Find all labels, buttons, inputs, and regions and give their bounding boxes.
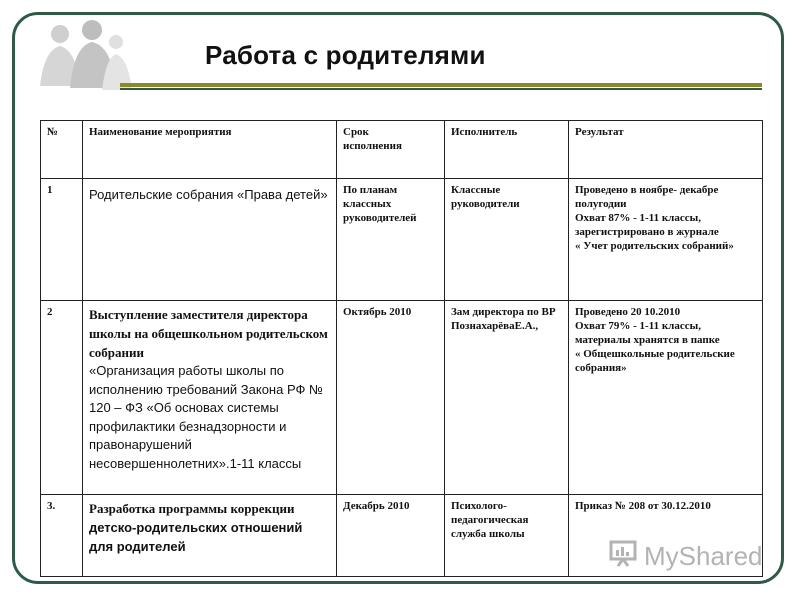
row-executor: Зам директора по ВР ПознахарёваЕ.А., (445, 301, 569, 495)
header-num: № (41, 121, 83, 179)
row-num: 2 (41, 301, 83, 495)
presentation-icon (608, 538, 638, 575)
title-underline-thin (120, 88, 762, 90)
row-name-text: Родительские собрания «Права детей» (89, 187, 328, 202)
result-line: « Общешкольные родительские собрания» (575, 348, 735, 374)
row-executor: Психолого-педагогическая служба школы (445, 495, 569, 577)
result-line: Охват 79% - 1-11 классы, материалы хранятся в папке (575, 320, 720, 346)
header-term (337, 121, 445, 179)
row-name-sans: детско-родительских отношений для родителей (89, 520, 303, 554)
header-term-line1: Срок (343, 126, 369, 138)
page-title: Работа с родителями (205, 40, 486, 70)
row-name (83, 179, 337, 301)
result-line: полугодии (575, 198, 627, 210)
header-term-line2: исполнения (343, 140, 402, 152)
row-executor: Классные руководители (445, 179, 569, 301)
watermark-text: MyShared (644, 541, 763, 571)
row-term: Декабрь 2010 (337, 495, 445, 577)
table-row (41, 179, 763, 301)
row-num: 1 (41, 179, 83, 301)
result-line: Проведено 20 10.2010 (575, 306, 681, 318)
row-term: По планам классных руководителей (337, 179, 445, 301)
result-line: Проведено в ноябре- декабре (575, 184, 719, 196)
row-name-bold: Выступление заместителя директора школы на общешкольном родительском собрании (89, 307, 328, 360)
row-name (83, 495, 337, 577)
row-result (569, 179, 763, 301)
header-name: Наименование мероприятия (83, 121, 337, 179)
table-header-row (41, 121, 763, 179)
header-result: Результат (569, 121, 763, 179)
row-name-bold: Разработка программы коррекции (89, 501, 295, 516)
row-term: Октябрь 2010 (337, 301, 445, 495)
row-result (569, 301, 763, 495)
myshared-watermark (608, 538, 763, 575)
table-row (41, 301, 763, 495)
row-name-plain: «Организация работы школы по исполнению требований Закона РФ № 120 – ФЗ «Об основах системы профилактики безнадзорности и правонарушений несовершеннолетних».1-11 классы (89, 363, 323, 471)
header-executor: Исполнитель (445, 121, 569, 179)
row-name (83, 301, 337, 495)
result-line: Охват 87% - 1-11 классы, зарегистрировано в журнале (575, 212, 719, 238)
result-line: Приказ № 208 от 30.12.2010 (575, 500, 711, 512)
title-underline (120, 83, 762, 87)
result-line: « Учет родительских собраний» (575, 240, 734, 252)
row-num: 3. (41, 495, 83, 577)
events-table (40, 120, 763, 577)
